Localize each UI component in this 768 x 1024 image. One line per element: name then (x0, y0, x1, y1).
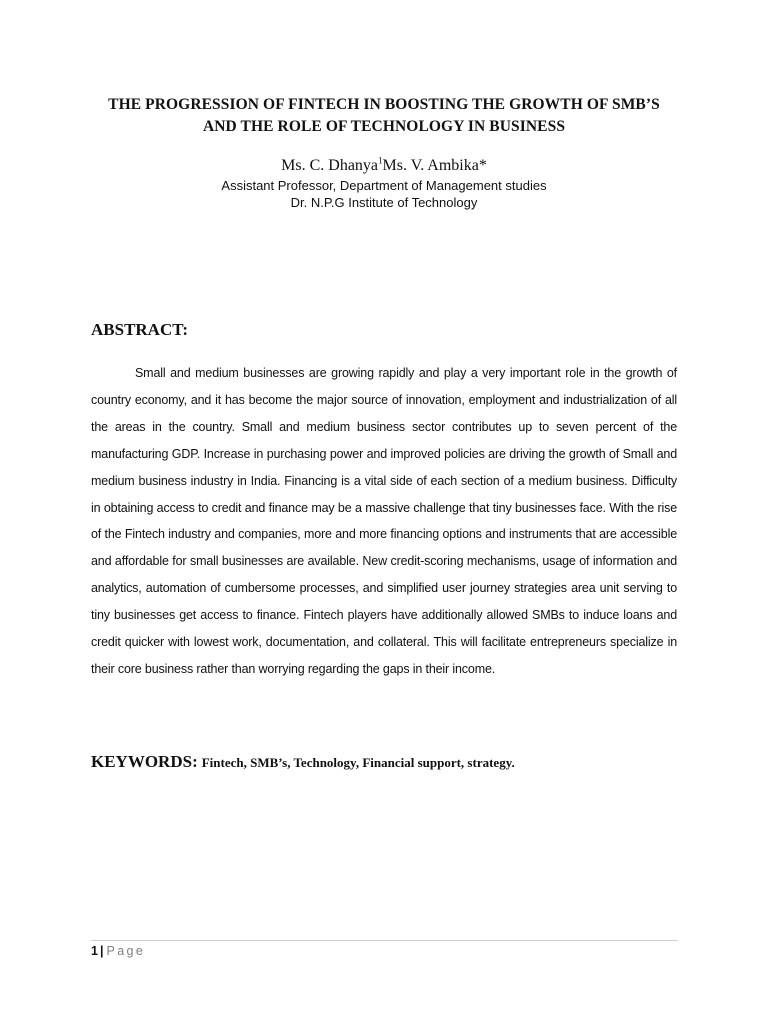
keywords-values: Fintech, SMB’s, Technology, Financial support, strategy. (201, 755, 515, 770)
author-1: Ms. C. Dhanya (281, 157, 379, 174)
author-2: Ms. V. Ambika* (382, 157, 487, 174)
page-separator: | (99, 944, 104, 958)
author-line (90, 156, 678, 176)
affiliation-institute: Dr. N.P.G Institute of Technology (290, 195, 478, 210)
author-1-affiliation-mark: 1 (378, 155, 383, 166)
affiliation (90, 177, 678, 211)
footer-divider (91, 940, 678, 941)
keywords-label: KEYWORDS: (91, 752, 198, 771)
affiliation-department: Assistant Professor, Department of Management studies (221, 178, 547, 193)
paper-title: THE PROGRESSION OF FINTECH IN BOOSTING THE GROWTH OF SMB’S AND THE ROLE OF TECHNOLOGY IN BUSINESS (108, 96, 660, 135)
abstract-heading: ABSTRACT: (91, 320, 188, 339)
page-footer (91, 943, 145, 959)
page-label: Page (106, 944, 146, 958)
keywords-line (91, 752, 677, 773)
abstract-text: Small and medium businesses are growing rapidly and play a very important role in the growth of country economy, and it has become the major source of innovation, employment and industrialization of all the areas in the country. Small and medium business sector contributes up to seven percent of the manufacturing GDP. Increase in purchasing power and improved policies are driving the growth of Small and medium business industry in India. Financing is a vital side of each section of a medium business. Difficulty in obtaining access to credit and finance may be a massive challenge that tiny businesses face. With the rise of the Fintech industry and companies, more and more financing options and instruments that are accessible and affordable for small businesses are available. New credit-scoring mechanisms, usage of information and analytics, automation of cumbersome processes, and simplified user journey strategies area unit serving to tiny businesses get access to finance. Fintech players have additionally allowed SMBs to induce loans and credit quicker with lowest work, documentation, and collateral. This will facilitate entrepreneurs specialize in their core business rather than worrying regarding the gaps in their income. (91, 366, 677, 676)
page-number: 1 (91, 944, 98, 958)
